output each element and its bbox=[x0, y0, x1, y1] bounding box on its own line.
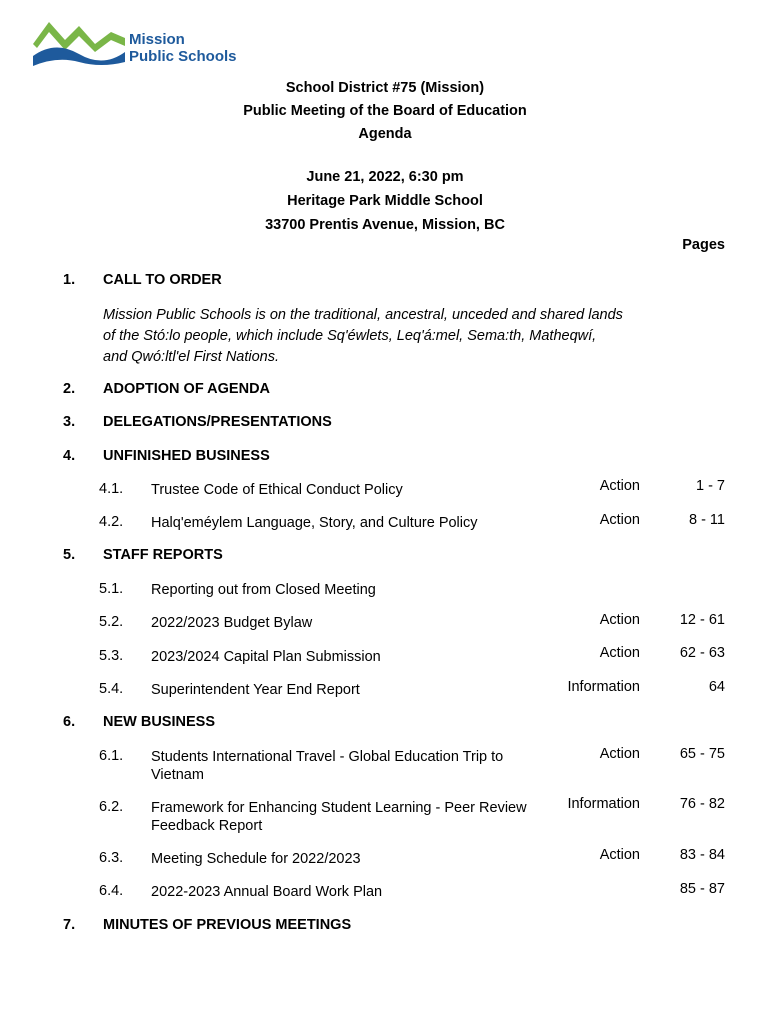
item-type: Information bbox=[567, 679, 640, 695]
item-pages: 83 - 84 bbox=[679, 847, 725, 863]
section-title: STAFF REPORTS bbox=[103, 547, 223, 563]
section-number: 5. bbox=[63, 547, 76, 563]
item-number: 6.4. bbox=[99, 883, 124, 899]
item-number: 6.1. bbox=[99, 748, 124, 764]
mountain-wave-icon bbox=[31, 18, 127, 68]
header-venue: Heritage Park Middle School bbox=[287, 193, 483, 209]
section-title: MINUTES OF PREVIOUS MEETINGS bbox=[103, 917, 352, 933]
agenda-item-title: Framework for Enhancing Student Learning - Peer Review Feedback Report bbox=[151, 800, 527, 834]
logo-line-2: Public Schools bbox=[129, 48, 237, 65]
item-pages: 65 - 75 bbox=[679, 746, 725, 762]
agenda-item-title: Meeting Schedule for 2022/2023 bbox=[151, 851, 361, 867]
agenda-item-title: 2022-2023 Annual Board Work Plan bbox=[151, 884, 383, 900]
item-number: 5.1. bbox=[99, 581, 124, 597]
item-type: Action bbox=[599, 512, 640, 528]
section-title: DELEGATIONS/PRESENTATIONS bbox=[103, 414, 332, 430]
item-pages: 62 - 63 bbox=[679, 645, 725, 661]
item-type: Information bbox=[567, 796, 640, 812]
section-number: 3. bbox=[63, 414, 76, 430]
item-number: 6.3. bbox=[99, 850, 124, 866]
section-title: CALL TO ORDER bbox=[103, 272, 222, 288]
header-district: School District #75 (Mission) bbox=[285, 80, 485, 96]
agenda-item-title: Halq'eméylem Language, Story, and Culture Policy bbox=[151, 515, 478, 531]
item-pages: 85 - 87 bbox=[679, 881, 725, 897]
section-title: ADOPTION OF AGENDA bbox=[103, 381, 271, 397]
section-number: 1. bbox=[63, 272, 76, 288]
item-type: Action bbox=[599, 612, 640, 628]
item-number: 5.2. bbox=[99, 614, 124, 630]
item-number: 5.3. bbox=[99, 648, 124, 664]
item-pages: 8 - 11 bbox=[688, 512, 725, 528]
district-logo bbox=[31, 18, 241, 68]
agenda-item-title: 2023/2024 Capital Plan Submission bbox=[151, 649, 381, 665]
agenda-item-title: Trustee Code of Ethical Conduct Policy bbox=[151, 482, 403, 498]
item-pages: 12 - 61 bbox=[679, 612, 725, 628]
agenda-item-title: Students International Travel - Global Education Trip to Vietnam bbox=[151, 749, 504, 783]
agenda-item-title: Superintendent Year End Report bbox=[151, 682, 360, 698]
agenda-item-title: 2022/2023 Budget Bylaw bbox=[151, 615, 313, 631]
header-address: 33700 Prentis Avenue, Mission, BC bbox=[265, 217, 505, 233]
section-title: NEW BUSINESS bbox=[103, 714, 215, 730]
header-date: June 21, 2022, 6:30 pm bbox=[306, 169, 464, 185]
item-number: 6.2. bbox=[99, 799, 124, 815]
item-pages: 64 bbox=[708, 679, 725, 695]
logo-line-1: Mission bbox=[129, 31, 185, 48]
item-number: 4.2. bbox=[99, 514, 124, 530]
section-number: 7. bbox=[63, 917, 76, 933]
item-number: 5.4. bbox=[99, 681, 124, 697]
agenda-item-title: Reporting out from Closed Meeting bbox=[151, 582, 376, 598]
item-pages: 1 - 7 bbox=[695, 478, 725, 494]
item-type: Action bbox=[599, 847, 640, 863]
pages-column-header: Pages bbox=[682, 237, 725, 253]
item-type: Action bbox=[599, 645, 640, 661]
section-number: 4. bbox=[63, 448, 76, 464]
section-number: 2. bbox=[63, 381, 76, 397]
item-pages: 76 - 82 bbox=[679, 796, 725, 812]
land-acknowledgement: Mission Public Schools is on the traditional, ancestral, unceded and shared lands of the Stó:lo people, which include Sq'éwlets, Leq'á:mel, Sema:th, Matheqwí, and Qwó:ltl'el First Nations. bbox=[103, 307, 623, 365]
header-meeting: Public Meeting of the Board of Education bbox=[243, 103, 527, 119]
section-number: 6. bbox=[63, 714, 76, 730]
logo-text bbox=[129, 31, 237, 65]
item-type: Action bbox=[599, 746, 640, 762]
header-agenda: Agenda bbox=[358, 126, 412, 142]
section-title: UNFINISHED BUSINESS bbox=[103, 448, 270, 464]
item-number: 4.1. bbox=[99, 481, 124, 497]
item-type: Action bbox=[599, 478, 640, 494]
